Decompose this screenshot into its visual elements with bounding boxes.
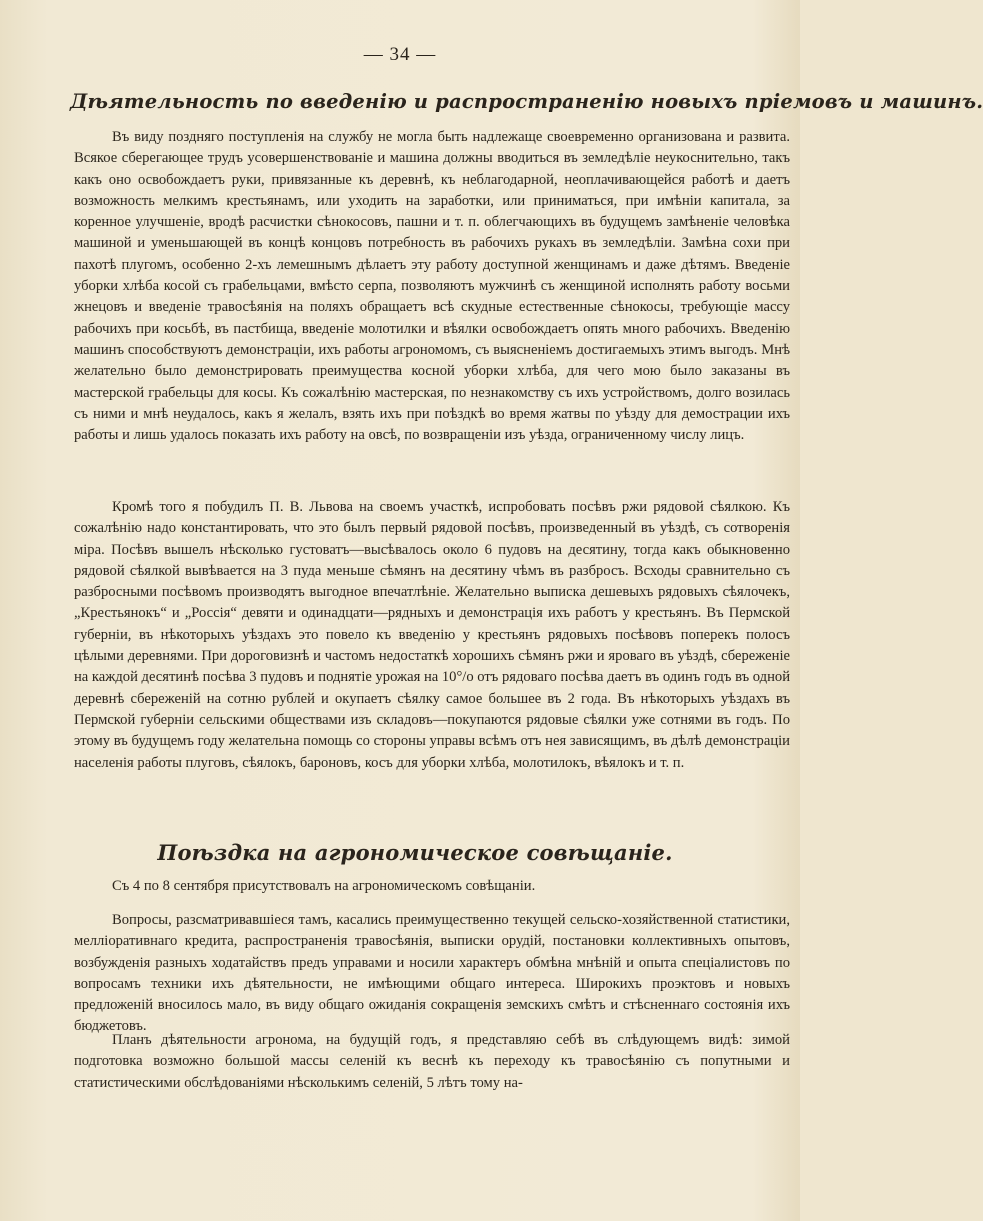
paragraph: Вопросы, разсматривавшіеся тамъ, касались преимущественно текущей сельско-хозяйственной статистики, мелліоративнаго кредита, распространенія травосѣянія, выписки орудій, постановки коллективныхъ опытовъ, возбужденія разныхъ ходатайствъ предъ управами и носили характеръ обмѣна мнѣній и опыта спеціалистовъ по вопросамъ техники ихъ дѣятельности, не имѣющими общаго интереса. Широкихъ проэктовъ и новыхъ предложеній вносилось мало, въ виду общаго ожиданія сокращенія земскихъ смѣтъ и стѣсненнаго состоянія ихъ бюджетовъ. [74, 912, 790, 1035]
section-heading-conference: Поѣздка на агрономическое совѣщаніе. [157, 840, 673, 865]
paragraph: Съ 4 по 8 сентября присутствовалъ на агрономическомъ совѣщаніи. [112, 878, 536, 894]
paragraph: Кромѣ того я побудилъ П. В. Львова на своемъ участкѣ, испробовать посѣвъ ржи рядовой сѣялкою. Къ сожалѣнію надо константировать, что это былъ первый рядовой посѣвъ, произведенный въ уѣздѣ, съ сотворенія міра. Посѣвъ вышелъ нѣсколько густоватъ—высѣвалось около 6 пудовъ на десятину, тогда какъ обыкновенно рядовой сѣялкой вывѣвается на 3 пуда меньше сѣмянъ на десятину чѣмъ въ разбросъ. Всходы сравнительно съ разбросными посѣвомъ производятъ выгодное впечатлѣніе. Желательно выписка дешевыхъ рядовыхъ сѣялочекъ, „Крестьянокъ“ и „Россія“ девяти и одинадцати—рядныхъ и демонстрація ихъ работъ у крестьянъ. Въ Пермской губерніи, въ нѣкоторыхъ уѣздахъ это повело къ введенію у крестьянъ рядовыхъ посѣвовъ поперекъ полосъ цѣлыми деревнями. При дороговизнѣ и частомъ недостаткѣ хорошихъ сѣмянъ ржи и яроваго въ уѣздѣ, сбереженіе на каждой десятинѣ посѣва 3 пудовъ и поднятіе урожая на 10°/о отъ рядоваго посѣва даетъ въ одинъ годъ въ одной деревнѣ сбереженій на сотню рублей и окупаетъ сѣялку самое большее въ 2 года. Въ нѣкоторыхъ уѣздахъ въ Пермской губерніи сельскими обществами изъ складовъ—покупаются рядовые сѣялки уже сотнями въ годъ. По этому въ будущемъ году желательна помощь со стороны управы всѣмъ отъ нея зависящимъ, въ дѣлѣ демонстраціи населенія работы плуговъ, сѣялокъ, бароновъ, косъ для уборки хлѣба, молотилокъ, вѣялокъ и т. п. [74, 499, 791, 771]
page-number: — 34 — [363, 44, 437, 65]
section-heading-machines: Дѣятельность по введенію и распространенію новыхъ пріемовъ и машинъ. [70, 90, 983, 113]
paragraph: Планъ дѣятельности агронома, на будущій годъ, я представляю себѣ въ слѣдующемъ видѣ: зимой подготовка возможно большой массы селеній къ веснѣ къ переходу къ травосѣянію съ попутными и статистическими обслѣдованіями нѣсколькимъ селеній, 5 лѣтъ тому на- [74, 1032, 790, 1091]
paragraph: Въ виду поздняго поступленія на службу не могла быть надлежаще своевременно организована и развита. Всякое сберегающее трудъ усовершенствованіе и машина должны вводиться въ земледѣліе неукоснительно, такъ какъ оно освобождаетъ руки, привязанные къ деревнѣ, къ неблагодарной, неоплачивающейся работѣ и даетъ возможность мелкимъ крестьянамъ, или уходить на заработки, или приниматься, при имѣніи капитала, за коренное улучшеніе, вродѣ расчистки сѣнокосовъ, пашни и т. п. облегчающихъ въ будущемъ замѣненіе человѣка машиной и уменьшающей въ концѣ концовъ потребность въ рабочихъ рукахъ въ земледѣліи. Замѣна сохи при пахотѣ плугомъ, особенно 2-хъ лемешнымъ дѣлаетъ эту работу доступной женщинамъ и даже дѣтямъ. Введеніе уборки хлѣба косой съ грабельцами, вмѣсто серпа, позволяютъ мужчинѣ съ женщиной исполнять работу восьми жнецовъ и введеніе травосѣянія на поляхъ обращаетъ всѣ скудные естественные сѣнокосы, требующіе массу рабочихъ при косьбѣ, въ пастбища, введеніе молотилки и вѣялки освобождаетъ опять много рабочихъ. Введенію машинъ способствуютъ демонстраціи, ихъ работы агрономомъ, съ выясненіемъ достигаемыхъ этимъ выгодъ. Мнѣ желательно было демонстрировать преимущества косной уборки хлѣба, для чего мою было заказаны въ мастерской грабельцы для косы. Къ сожалѣнію мастерская, по незнакомству съ ихъ устройствомъ, долго возилась съ ними и мнѣ неудалось, какъ я желалъ, взять ихъ при поѣздкѣ во время жатвы по уѣзду для демострации ихъ работы и лишь удалось показать ихъ работу на овсѣ, по возвращеніи изъ уѣзда, ограниченному числу лицъ. [74, 129, 790, 444]
